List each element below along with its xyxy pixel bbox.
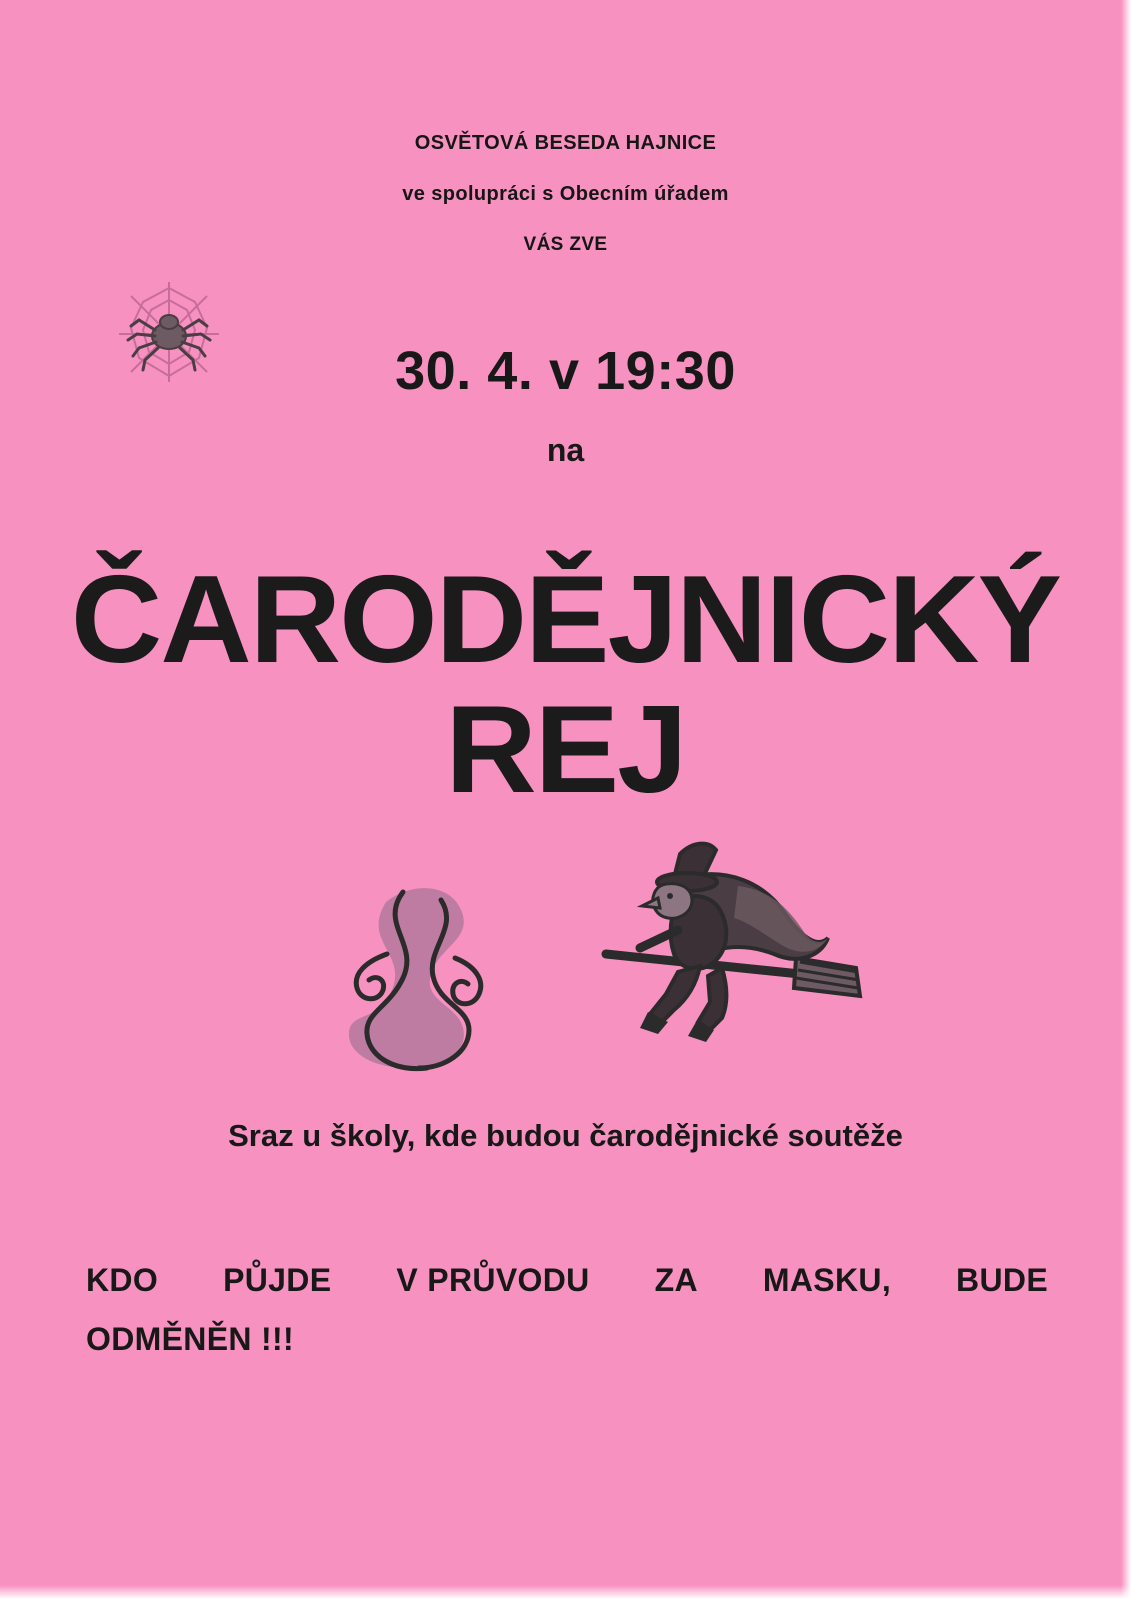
invitation-line: VÁS ZVE — [523, 234, 608, 255]
reward-word-4: ZA — [654, 1262, 698, 1298]
reward-word-6: BUDE — [956, 1262, 1048, 1298]
reward-notice — [86, 1262, 1048, 1358]
scan-edge-bottom — [0, 1585, 1131, 1599]
page-title: ČARODĚJNICKÝ REJ — [70, 551, 1061, 820]
reward-word-3: V PRŮVODU — [396, 1262, 590, 1298]
cooperation-line: ve spolupráci s Obecním úřadem — [402, 183, 729, 205]
poster-header — [0, 132, 1131, 256]
connector-word: na — [546, 432, 585, 468]
reward-notice-line-1 — [86, 1262, 1048, 1299]
reward-word-1: KDO — [86, 1262, 159, 1298]
cauldron-flame-icon — [291, 862, 521, 1092]
witch-on-broom-icon — [588, 826, 888, 1066]
meeting-point-line: Sraz u školy, kde budou čarodějnické soutěže — [228, 1118, 903, 1153]
reward-notice-line-2: ODMĚNĚN !!! — [86, 1321, 294, 1357]
organizer-line: OSVĚTOVÁ BESEDA HAJNICE — [414, 132, 717, 154]
reward-word-2: PŮJDE — [223, 1262, 332, 1298]
reward-word-5: MASKU, — [762, 1262, 892, 1298]
scan-edge-right — [1121, 0, 1131, 1599]
event-datetime: 30. 4. v 19:30 — [395, 341, 736, 401]
